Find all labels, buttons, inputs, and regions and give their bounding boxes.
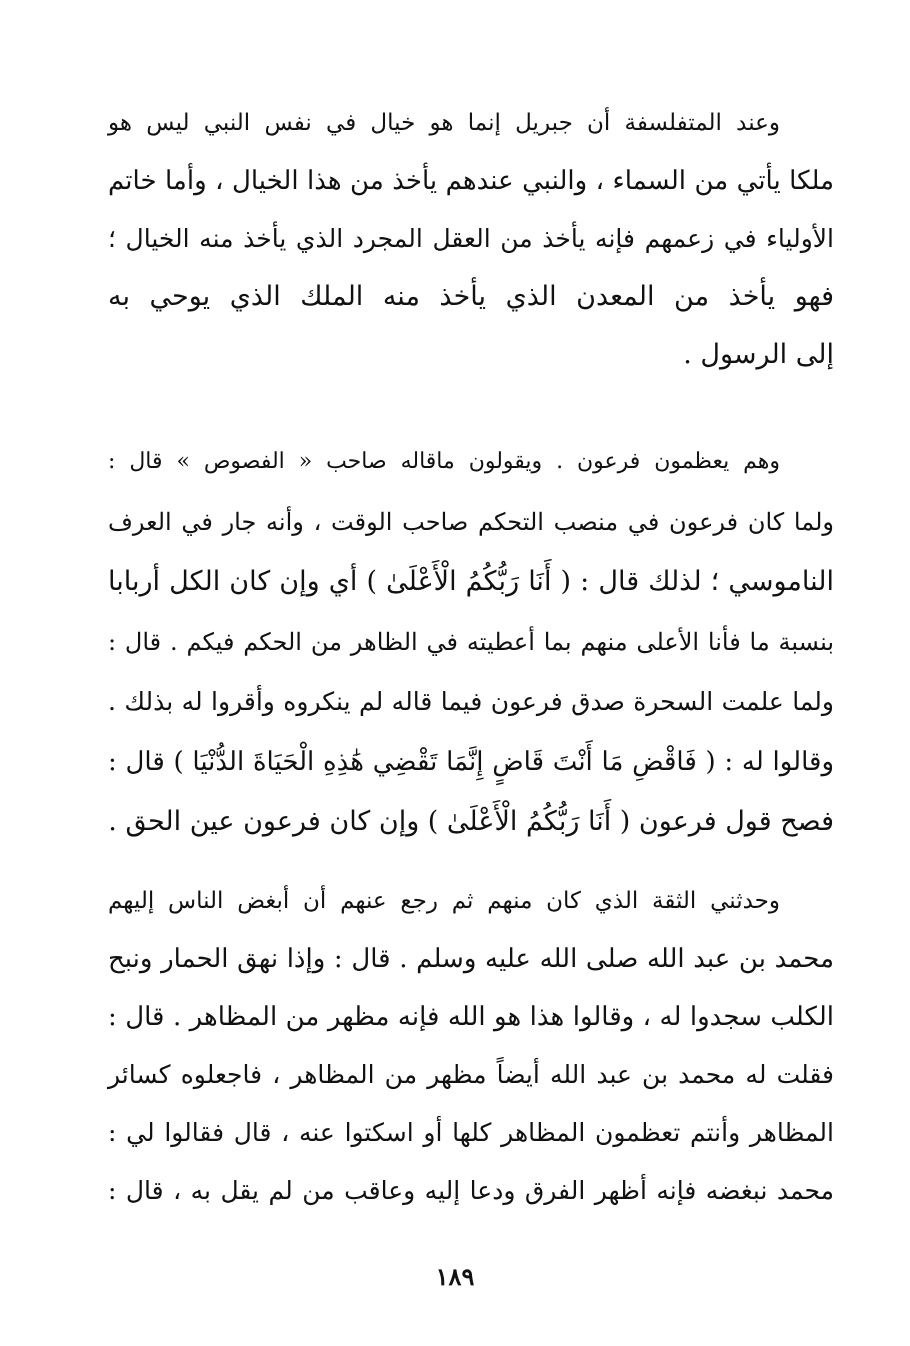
text-line: وهم يعظمون فرعون . ويقولون ماقاله صاحب « الفصوص » قال : xyxy=(108,449,780,474)
text-line: بنسبة ما فأنا الأعلى منهم بما أعطيته في الظاهر من الحكم فيكم . قال : xyxy=(108,628,834,656)
paragraph-philosophers xyxy=(108,94,834,384)
text-line: المظاهر وأنتم تعظمون المظاهر كلها أو اسكتوا عنه ، قال فقالوا لي : xyxy=(108,1118,834,1147)
text-line: وحدثني الثقة الذي كان منهم ثم رجع عنهم أن أبغض الناس إليهم xyxy=(108,888,780,914)
text-line: فصح قول فرعون ( أَنَا رَبُّكُمُ الْأَعْلَىٰ ) وإن كان فرعون عين الحق . xyxy=(108,806,834,837)
page-number: ١٨٩ xyxy=(435,1262,475,1291)
text-line: محمد نبغضه فإنه أظهر الفرق ودعا إليه وعاقب من لم يقل به ، قال : xyxy=(108,1176,834,1205)
text-line: وقالوا له : ( فَاقْضِ مَا أَنْتَ قَاضٍ إِنَّمَا تَقْضِي هَٰذِهِ الْحَيَاةَ الدُّنْيَا ) قال : xyxy=(108,747,834,777)
text-line: الأولياء في زعمهم فإنه يأخذ من العقل المجرد الذي يأخذ منه الخيال ؛ xyxy=(108,224,834,253)
paragraph-testimony xyxy=(108,872,834,1220)
text-line: وعند المتفلسفة أن جبريل إنما هو خيال في نفس النبي ليس هو xyxy=(108,110,780,136)
text-line: الناموسي ؛ لذلك قال : ( أَنَا رَبُّكُمُ الْأَعْلَىٰ ) أي وإن كان الكل أربابا xyxy=(108,566,834,597)
text-line: الكلب سجدوا له ، وقالوا هذا هو الله فإنه مظهر من المظاهر . قال : xyxy=(108,1002,834,1032)
paragraph-pharaoh xyxy=(108,432,834,852)
text-line: فقلت له محمد بن عبد الله أيضاً مظهر من المظاهر ، فاجعلوه كسائر xyxy=(108,1060,834,1089)
text-line: ولما علمت السحرة صدق فرعون فيما قاله لم ينكروه وأقروا له بذلك . xyxy=(108,687,834,716)
text-line: فهو يأخذ من المعدن الذي يأخذ منه الملك الذي يوحي به xyxy=(108,281,834,312)
text-line: إلى الرسول . xyxy=(683,339,834,370)
text-line: محمد بن عبد الله صلى الله عليه وسلم . قال : وإذا نهق الحمار ونبح xyxy=(108,944,834,974)
text-line: ملكا يأتي من السماء ، والنبي عندهم يأخذ من هذا الخيال ، وأما خاتم xyxy=(108,166,834,196)
text-line: ولما كان فرعون في منصب التحكم صاحب الوقت ، وأنه جار في العرف xyxy=(108,508,834,536)
